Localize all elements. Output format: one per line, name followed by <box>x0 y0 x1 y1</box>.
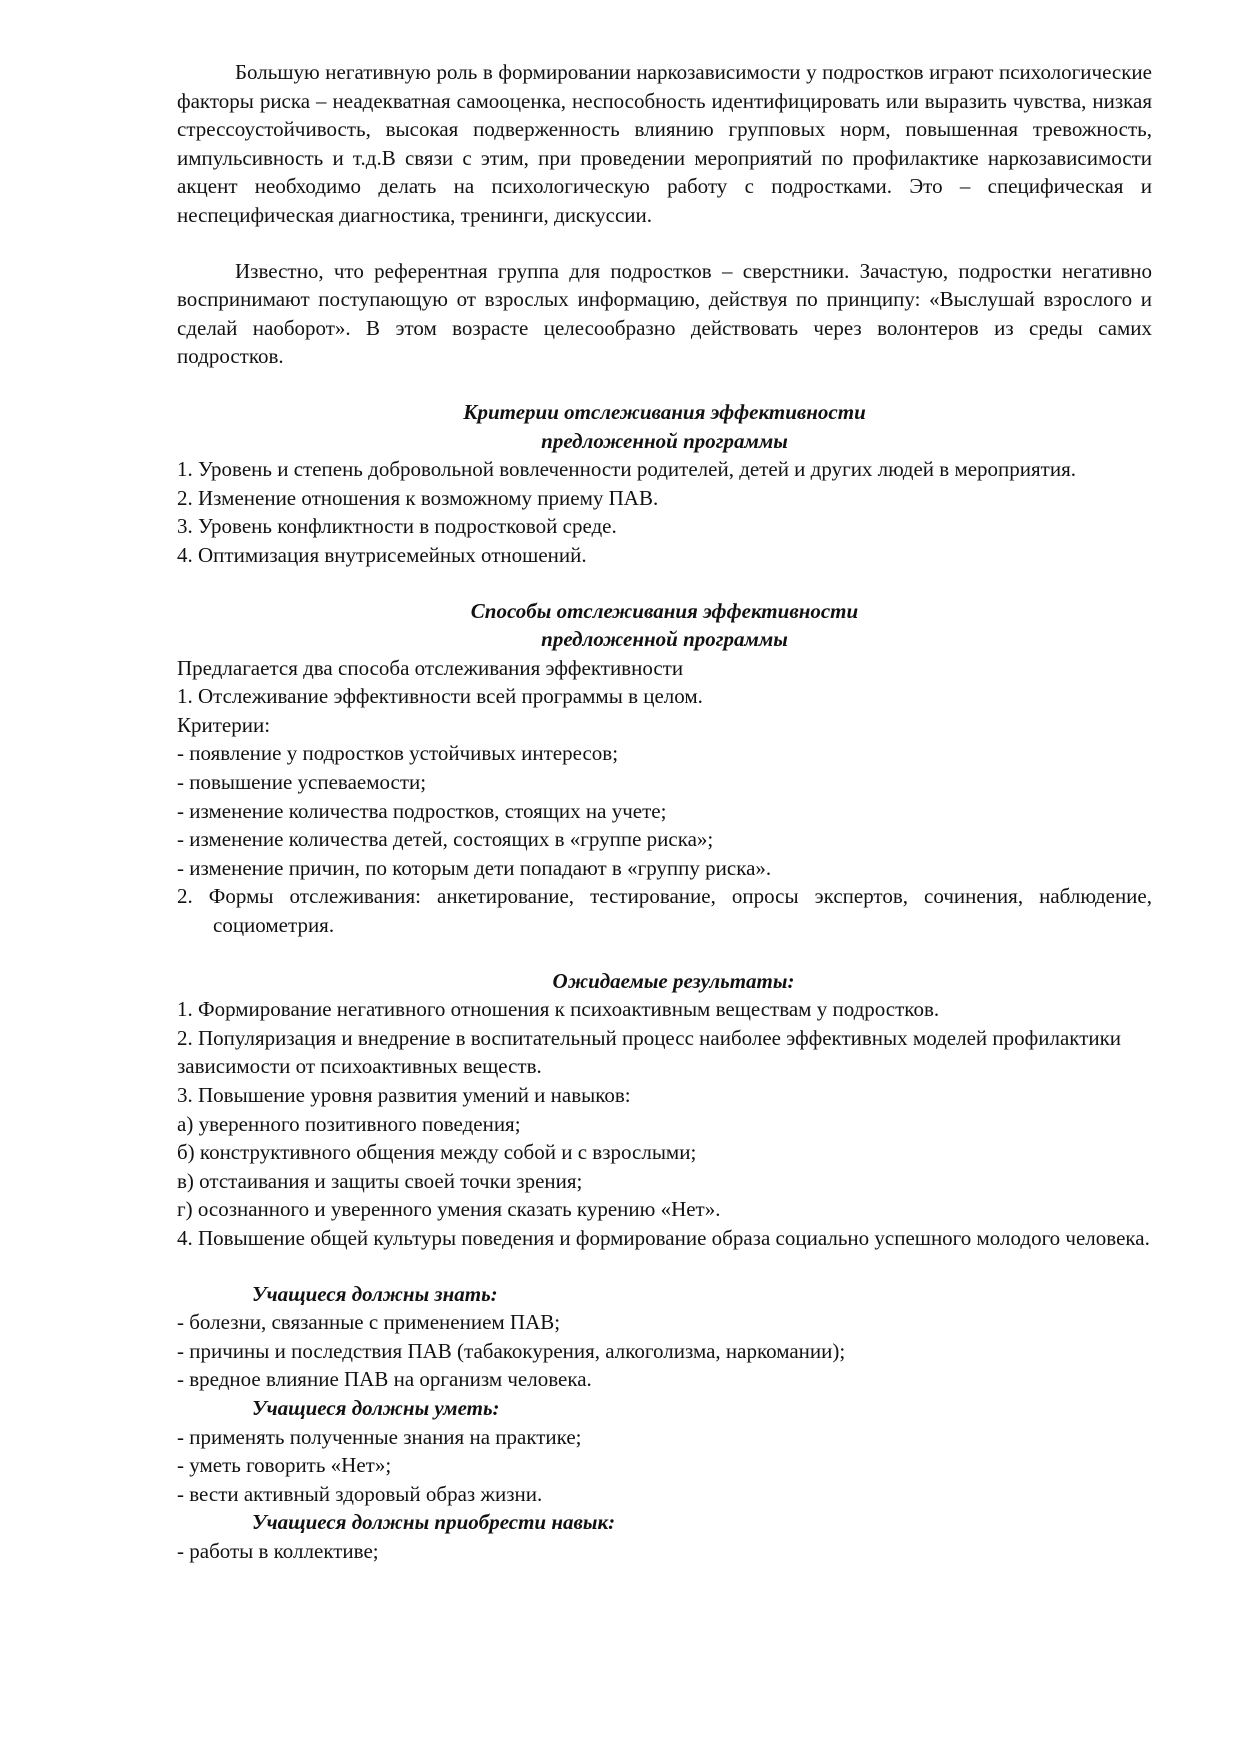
document-body <box>177 58 1152 1566</box>
criteria-heading-line2: предложенной программы <box>541 428 788 453</box>
intro-paragraph-2: Известно, что референтная группа для подростков – сверстники. Зачастую, подростки негативно воспринимают поступающую от взрослых информацию, действуя по принципу: «Выслушай взрослого и сделай наоборот». В этом возрасте целесообразно действовать через волонтеров из среды самих подростков. <box>177 258 1152 369</box>
know-item: - вредное влияние ПАВ на организм человека. <box>177 1367 592 1392</box>
results-heading: Ожидаемые результаты: <box>552 968 795 993</box>
methods-criteria-item: - появление у подростков устойчивых интересов; <box>177 741 619 766</box>
criteria-item: 4. Оптимизация внутрисемейных отношений. <box>177 542 587 567</box>
methods-heading-line2: предложенной программы <box>541 627 788 652</box>
results-line: 3. Повышение уровня развития умений и навыков: <box>177 1083 631 1107</box>
criteria-item: 2. Изменение отношения к возможному приему ПАВ. <box>177 485 659 510</box>
skills-item: - работы в коллективе; <box>177 1538 379 1563</box>
know-heading: Учащиеся должны знать: <box>252 1281 498 1306</box>
criteria-heading-line1: Критерии отслеживания эффективности <box>463 399 866 424</box>
results-line: а) уверенного позитивного поведения; <box>177 1111 521 1136</box>
methods-intro: Предлагается два способа отслеживания эффективности <box>177 655 684 680</box>
results-line: г) осознанного и уверенного умения сказать курению «Нет». <box>177 1197 721 1222</box>
spacer <box>177 940 1152 967</box>
methods-item-1: 1. Отслеживание эффективности всей программы в целом. <box>177 684 703 709</box>
methods-item-2: 2. Формы отслеживания: анкетирование, тестирование, опросы экспертов, сочинения, наблюдение, социометрия. <box>177 884 1152 938</box>
results-line: 2. Популяризация и внедрение в воспитательный процесс наиболее эффективных моделей профилактики зависимости от психоактивных веществ. <box>177 1025 1122 1079</box>
criteria-item: 1. Уровень и степень добровольной вовлеченности родителей, детей и других людей в мероприятия. <box>177 457 1077 482</box>
methods-criteria-item: - повышение успеваемости; <box>177 770 427 795</box>
results-line: 1. Формирование негативного отношения к психоактивным веществам у подростков. <box>177 997 940 1022</box>
methods-criteria-item: - изменение количества детей, состоящих в «группе риска»; <box>177 827 714 852</box>
can-item: - уметь говорить «Нет»; <box>177 1453 392 1478</box>
know-item: - болезни, связанные с применением ПАВ; <box>177 1310 561 1335</box>
spacer <box>177 570 1152 597</box>
methods-heading-line1: Способы отслеживания эффективности <box>470 598 859 623</box>
criteria-item: 3. Уровень конфликтности в подростковой среде. <box>177 514 617 539</box>
can-item: - применять полученные знания на практике; <box>177 1424 582 1449</box>
intro-paragraph-1: Большую негативную роль в формировании наркозависимости у подростков играют психологические факторы риска – неадекватная самооценка, неспособность идентифицировать или выразить чувства, низкая стрессоустойчивость, высокая подверженность влиянию групповых норм, повышенная тревожность, импульсивность и т.д.В связи с этим, при проведении мероприятий по профилактике наркозависимости акцент необходимо делать на психологическую работу с подростками. Это – специфическая и неспецифическая диагностика, тренинги, дискуссии. <box>177 60 1152 227</box>
spacer <box>177 230 1152 257</box>
can-item: - вести активный здоровый образ жизни. <box>177 1481 543 1506</box>
can-heading: Учащиеся должны уметь: <box>252 1395 500 1420</box>
results-line: в) отстаивания и защиты своей точки зрения; <box>177 1168 583 1193</box>
methods-criteria-item: - изменение количества подростков, стоящих на учете; <box>177 798 667 823</box>
spacer <box>177 1253 1152 1280</box>
skills-heading: Учащиеся должны приобрести навык: <box>252 1510 616 1535</box>
methods-criteria-item: - изменение причин, по которым дети попадают в «группу риска». <box>177 855 772 880</box>
results-line: б) конструктивного общения между собой и с взрослыми; <box>177 1140 697 1165</box>
methods-criteria-label: Критерии: <box>177 712 271 737</box>
spacer <box>177 371 1152 398</box>
results-line: 4. Повышение общей культуры поведения и формирование образа социально успешного молодого человека. <box>177 1225 1150 1250</box>
know-item: - причины и последствия ПАВ (табакокурения, алкоголизма, наркомании); <box>177 1338 846 1363</box>
